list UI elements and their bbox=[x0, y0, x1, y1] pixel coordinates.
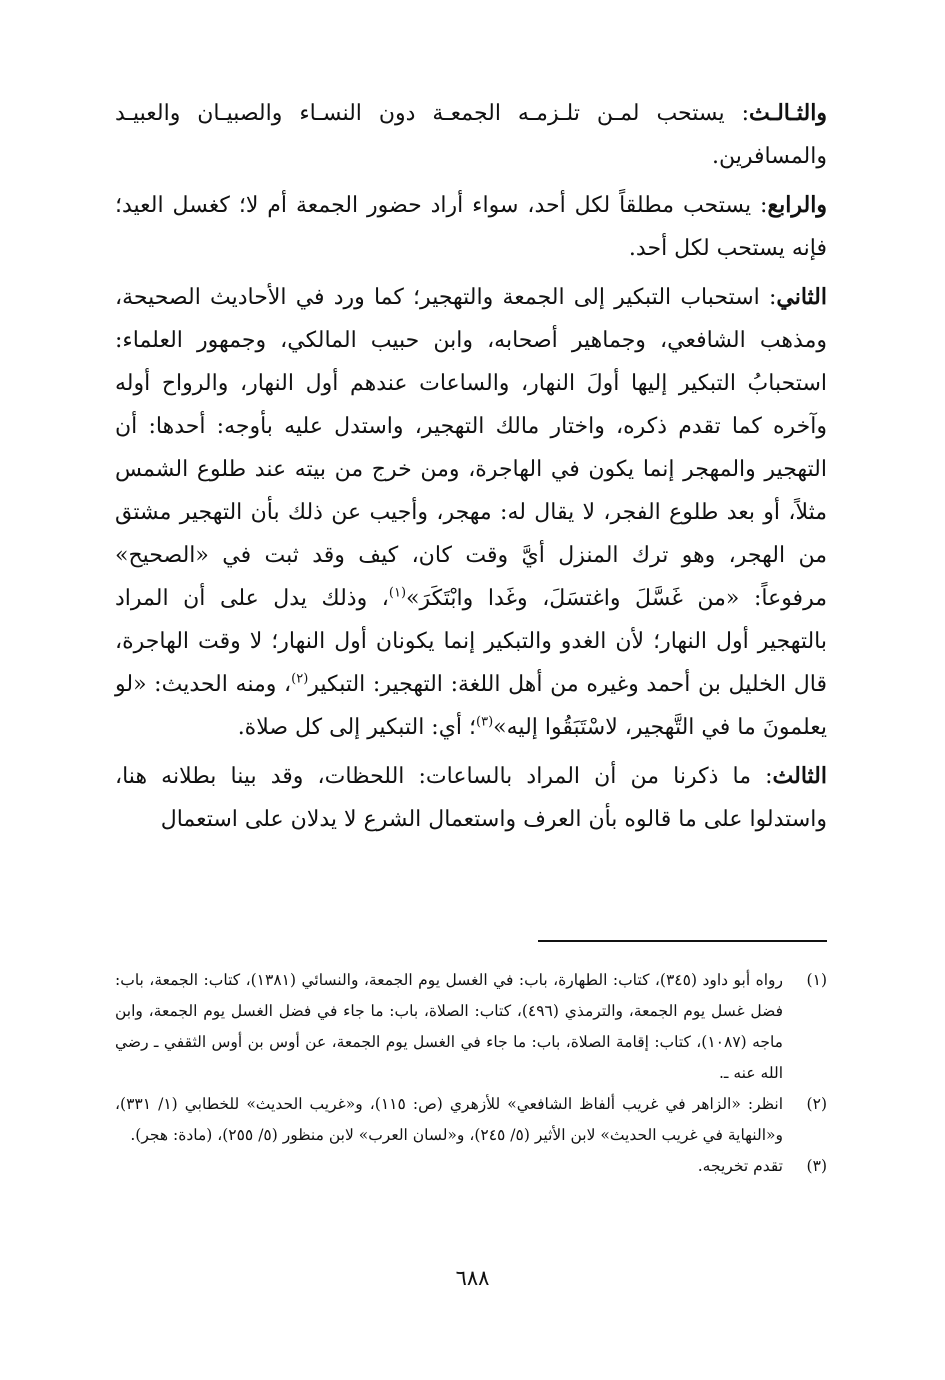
footnote-separator bbox=[538, 940, 827, 942]
paragraph-text: ، ومنه الحديث: «لو يعلمونَ ما في التَّهجير، لاسْتَبَقُوا إليه» bbox=[115, 672, 827, 740]
footnote-number: (٢) bbox=[806, 1095, 827, 1113]
main-text bbox=[115, 92, 827, 847]
paragraph-lead: والثـالـث bbox=[749, 100, 827, 126]
paragraph-fourth-opinion bbox=[115, 184, 827, 270]
footnote-number: (٣) bbox=[806, 1157, 827, 1175]
footnote-3 bbox=[115, 1151, 827, 1182]
paragraph-lead: والرابع bbox=[767, 192, 827, 218]
footnote-1 bbox=[115, 965, 827, 1089]
paragraph-text: : يستحب لمـن تلـزمـه الجمعـة دون النسـاء والصبيـان والعبيـد والمسافرين. bbox=[115, 101, 827, 169]
footnote-number: (١) bbox=[806, 971, 827, 989]
page-number: ٦٨٨ bbox=[455, 1266, 490, 1290]
paragraph-text: ، وذلك يدل على أن المراد بالتهجير أول النهار؛ لأن الغدو والتبكير إنما يكونان أول النهار؛ لا وقت الهاجرة، قال الخليل بن أحمد وغيره من أهل اللغة: التهجير: التبكير bbox=[115, 586, 828, 697]
footnote-marker-2[interactable]: (٢) bbox=[291, 671, 309, 687]
footnote-marker-1[interactable]: (١) bbox=[388, 585, 407, 601]
paragraph-text: ؛ أي: التبكير إلى كل صلاة. bbox=[237, 715, 477, 740]
paragraph-text: : يستحب مطلقاً لكل أحد، سواء أراد حضور الجمعة أم لا؛ كغسل العيد؛ فإنه يستحب لكل أحد. bbox=[115, 193, 827, 261]
paragraph-second-point bbox=[115, 276, 827, 749]
footnote-marker-3[interactable]: (٣) bbox=[476, 714, 494, 730]
paragraph-lead: الثاني bbox=[776, 284, 827, 310]
paragraph-text: : استحباب التبكير إلى الجمعة والتهجير؛ كما ورد في الأحاديث الصحيحة، ومذهب الشافعي، وجماهير أصحابه، وابن حبيب المالكي، وجمهور العلماء: استحبابُ التبكير إليها أولَ النهار، والساعات عندهم أول النهار، والرواح أوله وآخره كما تقدم ذكره، واختار مالك التهجير، واستدل عليه بأوجه: أحدها: أن التهجير والمهجر إنما يكون في الهاجرة، ومن خرج من بيته عند طلوع الشمس مثلاً، أو بعد طلوع الفجر، لا يقال له: مهجر، وأجيب عن ذلك بأن التهجير مشتق من الهجر، وهو ترك المنزل أيَّ وقت كان، كيف وقد ثبت في «الصحيح» مرفوعاً: «من غَسَّلَ واغتسَلَ، وغَدا وابْتَكَرَ» bbox=[115, 285, 828, 611]
footnote-text: رواه أبو داود (٣٤٥)، كتاب: الطهارة، باب: في الغسل يوم الجمعة، والنسائي (١٣٨١)، كتاب: الجمعة، باب: فضل غسل يوم الجمعة، والترمذي (٤٩٦)، كتاب: الصلاة، باب: ما جاء في فضل الغسل يوم الجمعة، وابن ماجه (١٠٨٧)، كتاب: إقامة الصلاة، باب: ما جاء في الغسل يوم الجمعة، عن أوس بن أوس الثقفي ـ رضي الله عنه ـ. bbox=[115, 971, 784, 1082]
paragraph-lead: الثالث bbox=[772, 763, 827, 789]
footnote-text: انظر: «الزاهر في غريب ألفاظ الشافعي» للأزهري (ص: ١١٥)، و«غريب الحديث» للخطابي (١/ ٣٣١)، و«النهاية في غريب الحديث» لابن الأثير (٥/ ٢٤٥)، و«لسان العرب» لابن منظور (٥/ ٢٥٥)، (مادة: هجر). bbox=[115, 1095, 784, 1144]
footnote-text: تقدم تخريجه. bbox=[697, 1157, 783, 1175]
footnotes bbox=[115, 965, 827, 1182]
footnote-2 bbox=[115, 1089, 827, 1151]
paragraph-third-opinion bbox=[115, 92, 827, 178]
paragraph-third-point bbox=[115, 755, 827, 841]
paragraph-text: : ما ذكرنا من أن المراد بالساعات: اللحظات، وقد بينا بطلانه هنا، واستدلوا على ما قالوه بأن العرف واستعمال الشرع لا يدلان على استعمال bbox=[115, 764, 827, 832]
